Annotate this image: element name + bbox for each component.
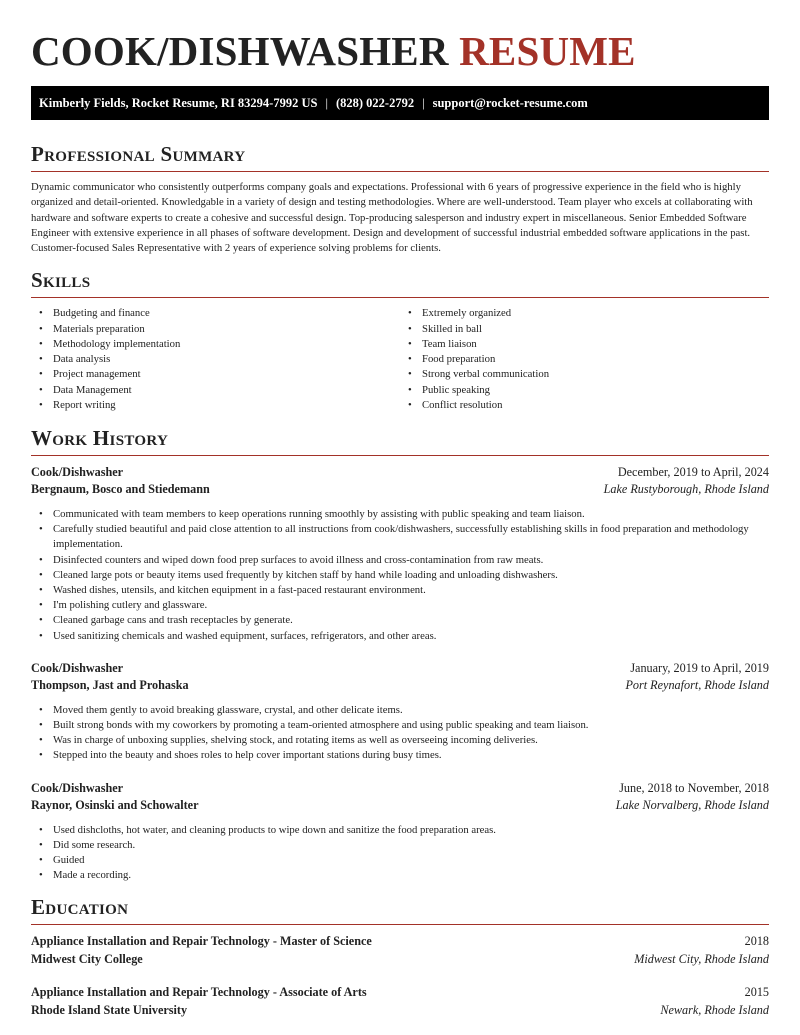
job-title: Cook/Dishwasher	[31, 660, 124, 675]
contact-separator: |	[325, 96, 328, 110]
job-title: Cook/Dishwasher	[31, 780, 124, 795]
job-duty-item: • Guided	[31, 853, 769, 868]
job-duty-item: • Cleaned large pots or beauty items used frequently by kitchen staff by hand while loading and unloading dishwashers.	[31, 568, 769, 583]
job-duty-item: • Built strong bonds with my coworkers by promoting a team-oriented atmosphere and using public speaking and team liaison.	[31, 718, 769, 733]
summary-heading: Professional Summary	[31, 142, 769, 172]
job-location: Port Reynafort, Rhode Island	[625, 678, 769, 693]
job-duty-item: • Carefully studied beautiful and paid close attention to all instructions from cook/dishwashers, successfully establishing skills in food preparation and methodology implementation.	[31, 522, 769, 552]
job-duty-item: • Moved them gently to avoid breaking glassware, crystal, and other delicate items.	[31, 703, 769, 718]
skill-item: • Team liaison	[400, 337, 769, 352]
job-duties-list	[31, 507, 769, 644]
education-location: Newark, Rhode Island	[660, 1002, 769, 1017]
skills-heading: Skills	[31, 268, 769, 298]
education-location: Midwest City, Rhode Island	[634, 951, 769, 966]
resume-title	[31, 0, 769, 73]
job-duties-list	[31, 823, 769, 884]
title-role: COOK/DISHWASHER	[31, 28, 449, 74]
job-duty-item: • Washed dishes, utensils, and kitchen equipment in a fast-paced restaurant environment.	[31, 583, 769, 598]
education-year: 2015	[744, 985, 769, 1000]
job-entry	[31, 660, 769, 764]
contact-email: support@rocket-resume.com	[432, 96, 588, 110]
job-company: Thompson, Jast and Prohaska	[31, 678, 189, 693]
job-company: Raynor, Osinski and Schowalter	[31, 798, 199, 813]
education-degree: Appliance Installation and Repair Technology - Master of Science	[31, 934, 372, 949]
skill-item: • Data Management	[31, 383, 400, 398]
job-location: Lake Rustyborough, Rhode Island	[603, 482, 769, 497]
job-duty-item: • I'm polishing cutlery and glassware.	[31, 598, 769, 613]
job-duty-item: • Did some research.	[31, 838, 769, 853]
skill-item: • Conflict resolution	[400, 398, 769, 413]
job-title: Cook/Dishwasher	[31, 464, 124, 479]
job-company-row	[31, 481, 769, 499]
education-year: 2018	[744, 934, 769, 949]
education-school: Midwest City College	[31, 951, 143, 966]
education-section	[31, 895, 769, 1019]
job-dates: December, 2019 to April, 2024	[617, 464, 769, 479]
skill-item: • Public speaking	[400, 383, 769, 398]
contact-address: Kimberly Fields, Rocket Resume, RI 83294-7992 US	[39, 96, 318, 110]
skill-item: • Methodology implementation	[31, 337, 400, 352]
job-duty-item: • Used sanitizing chemicals and washed equipment, surfaces, refrigerators, and other areas.	[31, 629, 769, 644]
job-header-row	[31, 660, 769, 678]
contact-bar	[31, 86, 769, 120]
job-location: Lake Norvalberg, Rhode Island	[615, 798, 769, 813]
skill-item: • Skilled in ball	[400, 322, 769, 337]
skill-item: • Strong verbal communication	[400, 367, 769, 382]
job-duty-item: • Communicated with team members to keep operations running smoothly by assisting with public speaking and team liaison.	[31, 507, 769, 522]
contact-separator: |	[422, 96, 425, 110]
job-company: Bergnaum, Bosco and Stiedemann	[31, 482, 210, 497]
job-dates: June, 2018 to November, 2018	[619, 780, 769, 795]
skill-item: • Project management	[31, 367, 400, 382]
job-company-row	[31, 677, 769, 695]
job-company-row	[31, 797, 769, 815]
skills-section	[31, 268, 769, 412]
job-header-row	[31, 780, 769, 798]
education-entry	[31, 984, 769, 1019]
job-duty-item: • Stepped into the beauty and shoes roles to help cover important stations during busy times.	[31, 748, 769, 763]
education-school-row	[31, 951, 769, 969]
education-heading: Education	[31, 895, 769, 925]
job-duty-item: • Made a recording.	[31, 868, 769, 883]
job-entry	[31, 464, 769, 644]
summary-text: Dynamic communicator who consistently outperforms company goals and expectations. Professional with 6 years of progressive experience in the field who is highly organized and detail-oriented. Knowledgable in a variety of design and testing methodologies. Where are well-understood. Team player who excels at collaborating with hardware and software experts to create a cohesive and successful design. Top-producing salesperson and industry expert in miscellaneous. Senior Embedded Software Engineer with extensive experience in all phases of software development. Design and development of successful industrial embedded software applications in the past. Customer-focused Sales Representative with 2 years of experience solving problems for clients.	[31, 181, 753, 255]
education-school: Rhode Island State University	[31, 1002, 188, 1017]
education-degree: Appliance Installation and Repair Technology - Associate of Arts	[31, 985, 367, 1000]
education-school-row	[31, 1002, 769, 1020]
skills-list	[31, 306, 769, 412]
skill-item: • Report writing	[31, 398, 400, 413]
job-duty-item: • Used dishcloths, hot water, and cleaning products to wipe down and sanitize the food preparation areas.	[31, 823, 769, 838]
job-duty-item: • Cleaned garbage cans and trash receptacles by generate.	[31, 613, 769, 628]
job-dates: January, 2019 to April, 2019	[630, 660, 769, 675]
summary-section	[31, 142, 769, 256]
education-header-row	[31, 933, 769, 951]
job-duty-item: • Was in charge of unboxing supplies, shelving stock, and rotating items as well as overseeing incoming deliveries.	[31, 733, 769, 748]
skill-item: • Food preparation	[400, 352, 769, 367]
skills-column-right	[400, 306, 769, 412]
skills-column-left	[31, 306, 400, 412]
skill-item: • Materials preparation	[31, 322, 400, 337]
education-entry	[31, 933, 769, 968]
job-header-row	[31, 464, 769, 482]
contact-phone: (828) 022-2792	[335, 96, 415, 110]
work-history-heading: Work History	[31, 426, 769, 456]
title-resume-word: RESUME	[459, 28, 636, 74]
education-header-row	[31, 984, 769, 1002]
job-duties-list	[31, 703, 769, 764]
job-duty-item: • Disinfected counters and wiped down food prep surfaces to avoid illness and cross-contamination from raw meats.	[31, 553, 769, 568]
skill-item: • Budgeting and finance	[31, 306, 400, 321]
work-history-section	[31, 426, 769, 883]
skill-item: • Extremely organized	[400, 306, 769, 321]
job-entry	[31, 780, 769, 884]
skill-item: • Data analysis	[31, 352, 400, 367]
